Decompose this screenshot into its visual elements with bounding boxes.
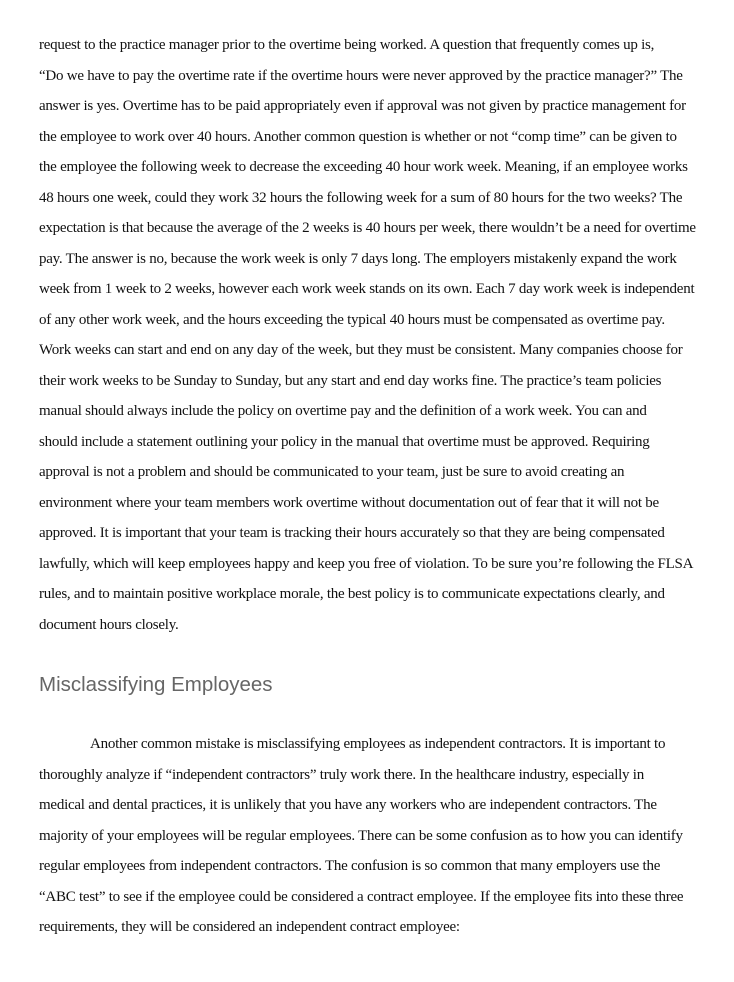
text-line: “ABC test” to see if the employee could be considered a contract employee. If the employee fits into these three bbox=[39, 888, 684, 905]
text-line: of any other work week, and the hours exceeding the typical 40 hours must be compensated as overtime pay. bbox=[39, 311, 665, 328]
text-line: thoroughly analyze if “independent contractors” truly work there. In the healthcare industry, especially in bbox=[39, 766, 644, 783]
text-line: week from 1 week to 2 weeks, however each work week stands on its own. Each 7 day work week is independent bbox=[39, 281, 695, 297]
overtime-paragraph bbox=[39, 30, 700, 640]
section-heading: Misclassifying Employees bbox=[39, 673, 273, 696]
misclassifying-paragraph bbox=[39, 729, 700, 943]
text-line: Another common mistake is misclassifying employees as independent contractors. It is important to bbox=[90, 736, 666, 752]
text-line: “Do we have to pay the overtime rate if the overtime hours were never approved by the practice manager?” The bbox=[39, 67, 683, 84]
text-line: the employee to work over 40 hours. Another common question is whether or not “comp time” can be given to bbox=[39, 128, 677, 145]
text-line: rules, and to maintain positive workplace morale, the best policy is to communicate expectations clearly, and bbox=[39, 586, 665, 602]
text-line: request to the practice manager prior to the overtime being worked. A question that frequently comes up is, bbox=[39, 37, 655, 53]
text-line: regular employees from independent contractors. The confusion is so common that many employers use the bbox=[39, 858, 661, 874]
text-line: medical and dental practices, it is unlikely that you have any workers who are independent contractors. The bbox=[39, 797, 657, 813]
text-line: pay. The answer is no, because the work week is only 7 days long. The employers mistakenly expand the work bbox=[39, 250, 677, 267]
text-line: environment where your team members work overtime without documentation out of fear that it will not be bbox=[39, 494, 659, 511]
text-line: majority of your employees will be regular employees. There can be some confusion as to how you can identify bbox=[39, 827, 683, 844]
text-line: answer is yes. Overtime has to be paid appropriately even if approval was not given by practice management for bbox=[39, 98, 686, 114]
text-line: manual should always include the policy on overtime pay and the definition of a work week. You can and bbox=[39, 403, 647, 419]
text-line: requirements, they will be considered an independent contract employee: bbox=[39, 919, 460, 935]
text-line: approval is not a problem and should be communicated to your team, just be sure to avoid creating an bbox=[39, 464, 625, 480]
text-line: expectation is that because the average of the 2 weeks is 40 hours per week, there wouldn’t be a need for overtime bbox=[39, 220, 696, 236]
text-line: approved. It is important that your team is tracking their hours accurately so that they are being compensated bbox=[39, 525, 665, 541]
text-line: Work weeks can start and end on any day of the week, but they must be consistent. Many companies choose for bbox=[39, 342, 683, 358]
text-line: document hours closely. bbox=[39, 616, 179, 633]
text-line: should include a statement outlining your policy in the manual that overtime must be approved. Requiring bbox=[39, 433, 650, 450]
text-line: 48 hours one week, could they work 32 hours the following week for a sum of 80 hours for the two weeks? The bbox=[39, 189, 683, 206]
text-line: their work weeks to be Sunday to Sunday, but any start and end day works fine. The practice’s team policies bbox=[39, 372, 662, 389]
text-line: lawfully, which will keep employees happy and keep you free of violation. To be sure you’re following the FLSA bbox=[39, 555, 694, 572]
text-line: the employee the following week to decrease the exceeding 40 hour work week. Meaning, if an employee works bbox=[39, 159, 688, 175]
